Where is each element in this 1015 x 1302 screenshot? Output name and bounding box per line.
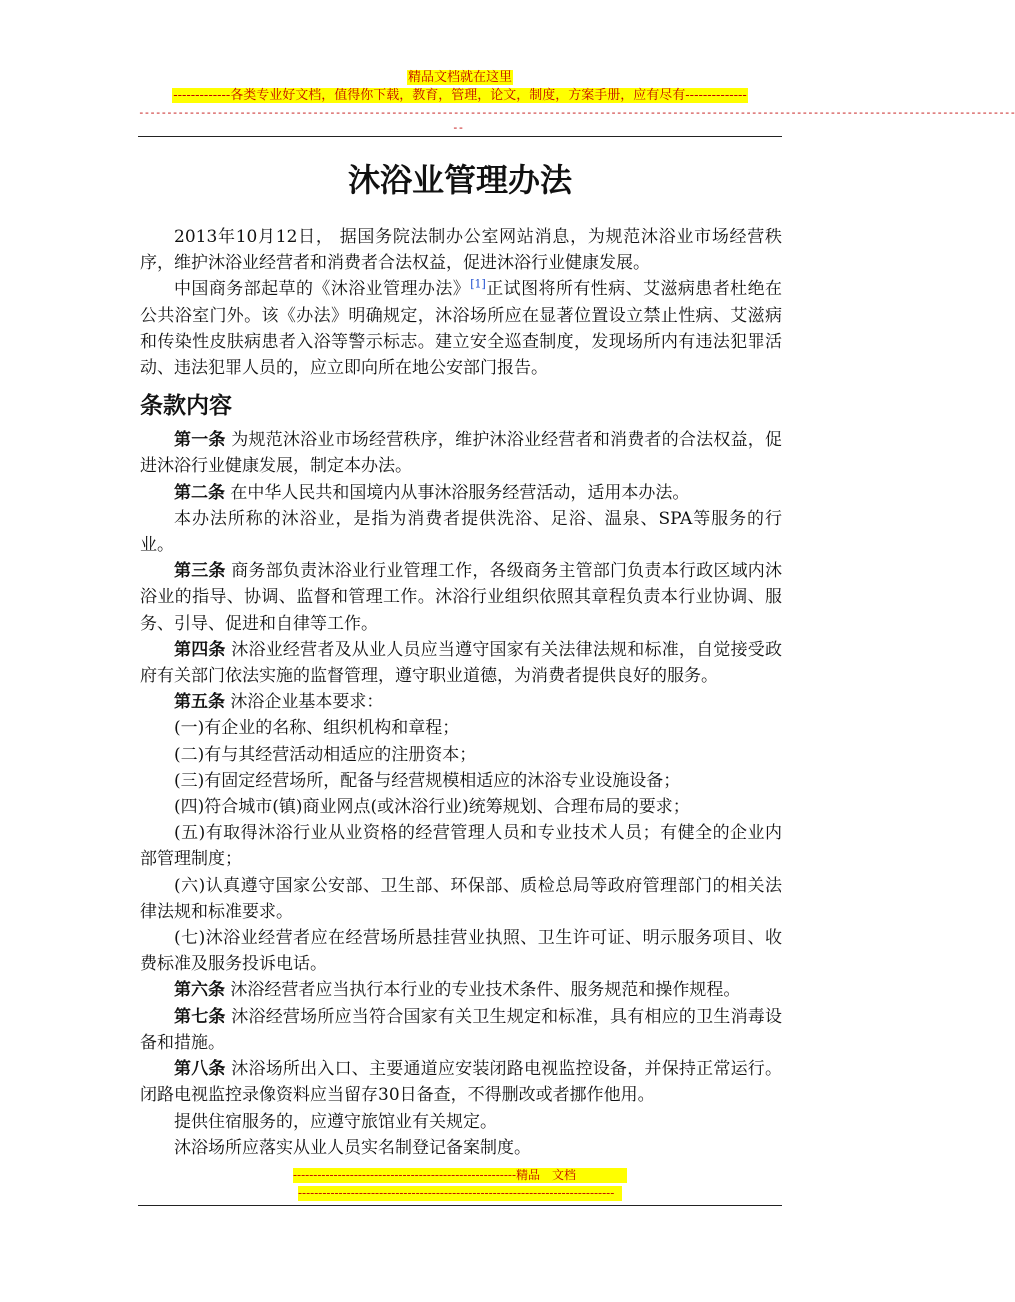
- article-text: (二)有与其经营活动相适应的注册资本；: [174, 744, 477, 765]
- header-dash-line: ------------------------------------------------------------------------------------------------------------------------------------------------------------: [138, 106, 1015, 119]
- document-body: [140, 224, 782, 1161]
- article-label: 第一条: [174, 430, 226, 451]
- header-banner-title: [0, 66, 920, 86]
- article-paragraph: [140, 480, 782, 506]
- article-text: 沐浴业经营者及从业人员应当遵守国家有关法律法规和标准，自觉接受政府有关部门依法实施的监督管理，遵守职业道德，为消费者提供良好的服务。: [140, 639, 783, 687]
- article-paragraph: [140, 925, 782, 977]
- article-label: 第八条: [174, 1059, 226, 1080]
- article-label: 第七条: [174, 1006, 226, 1027]
- intro-paragraph-2: [140, 276, 782, 381]
- intro-paragraph-1: 2013年10月12日， 据国务院法制办公室网站消息，为规范沐浴业市场经营秩序，维护沐浴业经营者和消费者合法权益，促进沐浴行业健康发展。: [140, 227, 782, 274]
- article-paragraph: [140, 1004, 782, 1056]
- footer-line-2: ------------------------------------------------------------------------------: [298, 1186, 622, 1201]
- article-text: 提供住宿服务的，应遵守旅馆业有关规定。: [174, 1111, 497, 1132]
- article-text: 商务部负责沐浴业行业管理工作，各级商务主管部门负责本行政区域内沐浴业的指导、协调、监督和管理工作。沐浴行业组织依照其章程负责本行业协调、服务、引导、促进和自律等工作。: [140, 561, 783, 634]
- article-text: 在中华人民共和国境内从事沐浴服务经营活动，适用本办法。: [225, 482, 690, 503]
- article-paragraph: [140, 506, 782, 558]
- article-paragraph: [140, 977, 782, 1003]
- article-paragraph: [140, 873, 782, 925]
- article-paragraph: [140, 1109, 782, 1135]
- article-paragraph: [140, 1056, 782, 1108]
- article-paragraph: [140, 637, 782, 689]
- article-paragraph: [140, 689, 782, 715]
- article-text: (五)有取得沐浴行业从业资格的经营管理人员和专业技术人员；有健全的企业内部管理制度；: [140, 823, 782, 870]
- article-paragraph: [140, 820, 782, 872]
- footer-line-1: -------------------------------------------------------精品 文档: [293, 1168, 627, 1183]
- article-text: (三)有固定经营场所，配备与经营规模相适应的沐浴专业设施设备；: [174, 770, 681, 791]
- article-text: 沐浴场所应落实从业人员实名制登记备案制度。: [174, 1137, 531, 1158]
- intro-text-before: 中国商务部起草的《沐浴业管理办法》: [174, 279, 471, 300]
- header-divider: [138, 136, 782, 137]
- article-label: 第三条: [174, 561, 226, 582]
- article-text: 沐浴经营者应当执行本行业的专业技术条件、服务规范和操作规程。: [225, 980, 741, 1001]
- article-label: 第四条: [174, 639, 226, 660]
- article-paragraph: [140, 715, 782, 741]
- article-text: 沐浴经营场所应当符合国家有关卫生规定和标准，具有相应的卫生消毒设备和措施。: [140, 1006, 783, 1053]
- footer-divider: [138, 1205, 782, 1206]
- article-list: [140, 427, 782, 1161]
- article-text: (六)认真遵守国家公安部、卫生部、环保部、质检总局等政府管理部门的相关法律法规和标准要求。: [140, 875, 782, 922]
- article-text: 本办法所称的沐浴业，是指为消费者提供洗浴、足浴、温泉、SPA等服务的行业。: [140, 508, 782, 556]
- article-paragraph: [140, 794, 782, 820]
- article-paragraph: [140, 1135, 782, 1161]
- article-text: 为规范沐浴业市场经营秩序，维护沐浴业经营者和消费者的合法权益，促进沐浴行业健康发展，制定本办法。: [140, 430, 783, 477]
- article-label: 第六条: [174, 980, 225, 1001]
- intro-text-after: 正试图将所有性病、艾滋病患者杜绝在公共浴室门外。该《办法》明确规定，沐浴场所应在显著位置设立禁止性病、艾滋病和传染性皮肤病患者入浴等警示标志。建立安全巡查制度，发现场所内有违法犯罪活动、违法犯罪人员的，应立即向所在地公安部门报告。: [140, 279, 782, 379]
- page-title: 沐浴业管理办法: [347, 161, 572, 199]
- header-banner-slogan: [0, 84, 920, 104]
- article-text: 沐浴企业基本要求：: [225, 692, 384, 713]
- article-paragraph: [140, 768, 782, 794]
- header-line-2: -------------各类专业好文档，值得你下载，教育，管理，论文，制度，方案手册，应有尽有--------------: [173, 88, 747, 103]
- article-paragraph: [140, 742, 782, 768]
- header-line-1: 精品文档就在这里: [407, 70, 512, 85]
- article-paragraph: [140, 427, 782, 479]
- article-label: 第五条: [174, 692, 225, 713]
- article-text: (四)符合城市(镇)商业网点(或沐浴行业)统筹规划、合理布局的要求；: [174, 797, 690, 818]
- reference-link[interactable]: [1]: [470, 277, 486, 291]
- article-text: 沐浴场所出入口、主要通道应安装闭路电视监控设备，并保持正常运行。闭路电视监控录像资料应当留存30日备查，不得删改或者挪作他用。: [140, 1059, 783, 1106]
- article-text: (七)沐浴业经营者应在经营场所悬挂营业执照、卫生许可证、明示服务项目、收费标准及服务投诉电话。: [140, 928, 782, 975]
- header-dash-line-tail: --: [452, 121, 464, 134]
- section-heading: 条款内容: [140, 393, 232, 420]
- article-text: (一)有企业的名称、组织机构和章程；: [174, 718, 460, 739]
- article-label: 第二条: [174, 482, 225, 503]
- article-paragraph: [140, 558, 782, 637]
